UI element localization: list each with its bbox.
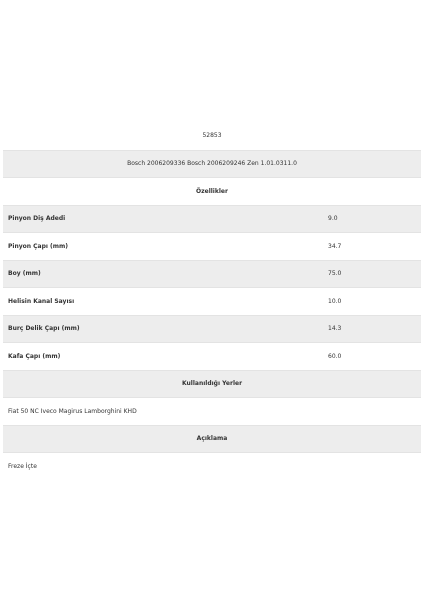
product-spec-table [3,122,421,480]
feature-value: 75.0 [328,270,342,278]
feature-row [3,315,421,343]
feature-label: Helisin Kanal Sayısı [8,297,75,305]
feature-row [3,287,421,315]
feature-label: Boy (mm) [8,270,41,278]
feature-value: 34.7 [328,242,342,250]
usage-heading: Kullanıldığı Yerler [181,380,243,388]
usage-text-row [3,397,421,425]
features-heading: Özellikler [196,187,228,195]
feature-value: 14.3 [328,325,342,333]
feature-value: 60.0 [328,352,342,360]
oem-refs-row [3,150,421,178]
description-text: Freze İçte [8,462,37,470]
feature-value: 9.0 [328,215,338,223]
description-heading: Açıklama [196,435,228,443]
description-text-row [3,452,421,480]
feature-label: Pinyon Diş Adedi [8,215,66,223]
feature-value: 10.0 [328,297,342,305]
oem-refs: Bosch 2006209336 Bosch 2006209246 Zen 1.01.0311.0 [127,160,297,168]
description-heading-row [3,425,421,453]
usage-heading-row [3,370,421,398]
feature-label: Kafa Çapı (mm) [8,352,61,360]
feature-label: Pinyon Çapı (mm) [8,242,68,250]
features-heading-row [3,177,421,205]
feature-row [3,342,421,370]
product-code-row [3,122,421,150]
feature-row [3,205,421,233]
product-code: 52853 [202,132,222,140]
feature-row [3,232,421,260]
feature-label: Burç Delik Çapı (mm) [8,325,80,333]
feature-row [3,260,421,288]
usage-text: Fiat 50 NC Iveco Magirus Lamborghini KHD [8,407,137,415]
